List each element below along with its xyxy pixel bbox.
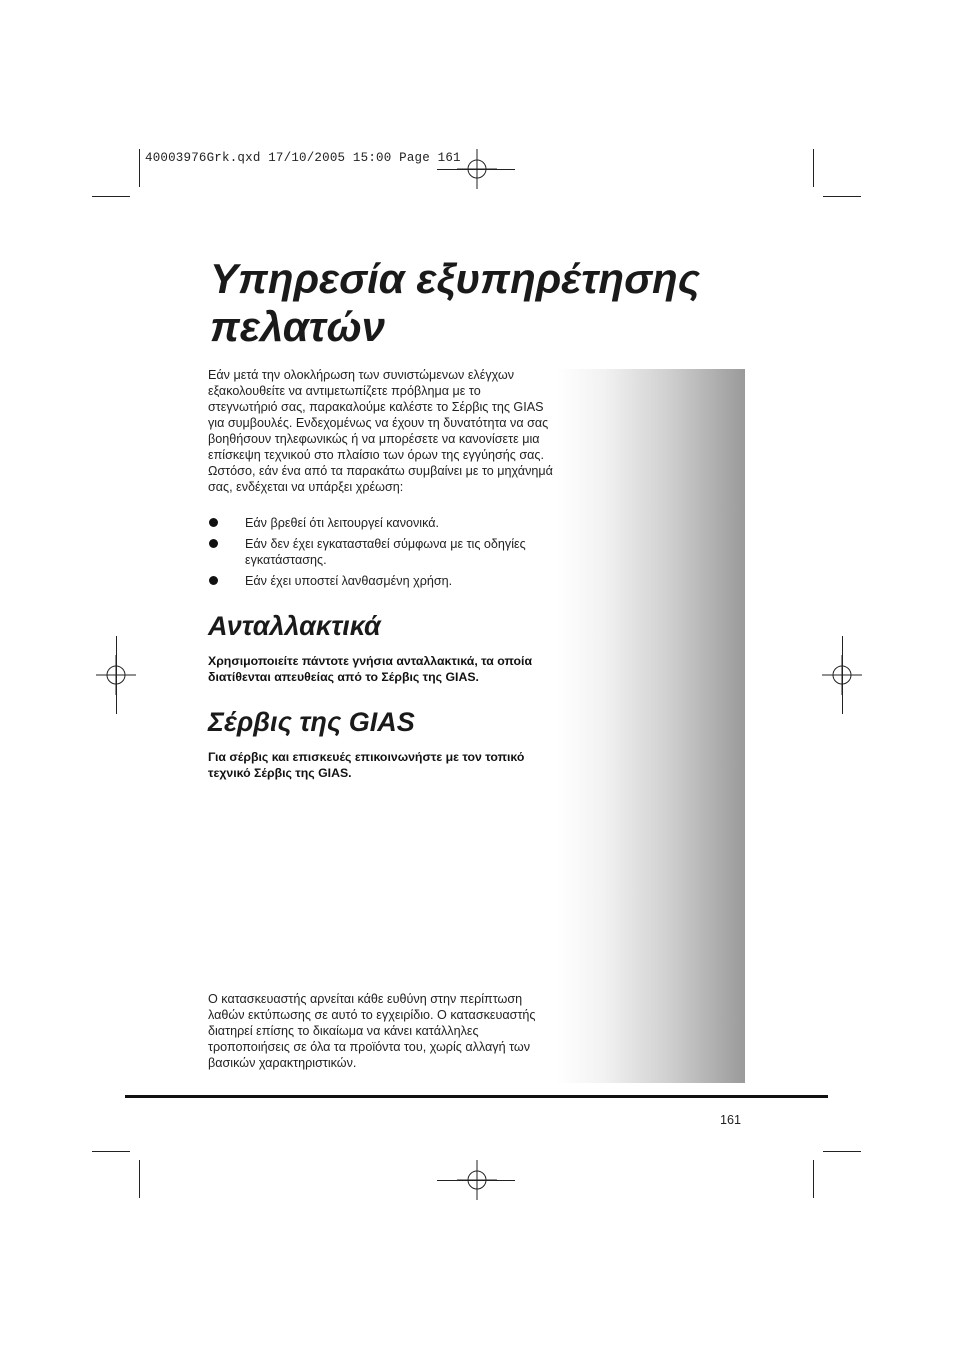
crop-mark [116,636,117,714]
list-item: Εάν δεν έχει εγκατασταθεί σύμφωνα με τις οδηγίες εγκατάστασης. [208,536,553,568]
crop-mark [437,1180,515,1181]
service-heading: Σέρβις της GIAS [208,707,415,737]
crop-mark [139,149,140,187]
footer-rule [125,1095,828,1098]
bullet-list [208,515,553,594]
page-title: Υπηρεσία εξυπηρέτησης πελατών [210,255,700,350]
crop-mark [437,169,515,170]
crop-mark [139,1160,140,1198]
bullet-icon [209,576,218,585]
crop-mark [823,1151,861,1152]
crop-mark [92,196,130,197]
list-item: Εάν βρεθεί ότι λειτουργεί κανονικά. [208,515,553,531]
intro-paragraph: Εάν μετά την ολοκλήρωση των συνιστώμενων ελέγχων εξακολουθείτε να αντιμετωπίζετε πρόβλημα με το στεγνωτήριό σας, παρακαλούμε καλέστε το Σέρβις της GIAS για συμβουλές. Ενδεχομένως να έχουν τη δυνατότητα να σας βοηθήσουν τηλεφωνικώς ή να μπορέσετε να κανονίσετε μια επίσκεψη τεχνικού στο πλαίσιο των όρων της εγγύησής σας. Ωστόσο, εάν ένα από τα παρακάτω συμβαίνει με το μηχάνημά σας, ενδέχεται να υπάρξει χρέωση: [208,368,553,494]
side-gradient-panel [557,369,745,1083]
list-item: Εάν έχει υποστεί λανθασμένη χρήση. [208,573,553,589]
bullet-icon [209,518,218,527]
disclaimer-paragraph: Ο κατασκευαστής αρνείται κάθε ευθύνη στην περίπτωση λαθών εκτύπωσης σε αυτό το εγχειρίδιο. Ο κατασκευαστής διατηρεί επίσης το δικαίωμα να κάνει κατάλληλες τροποποιήσεις σε όλα τα προϊόντα του, χωρίς αλλαγή των βασικών χαρακτηριστικών. [208,992,536,1070]
service-text: Για σέρβις και επισκευές επικοινωνήστε με τον τοπικό τεχνικό Σέρβις της GIAS. [208,750,525,780]
crop-mark [813,1160,814,1198]
crop-mark [842,636,843,714]
bullet-icon [209,539,218,548]
parts-text: Χρησιμοποιείτε πάντοτε γνήσια ανταλλακτικά, τα οποία διατίθενται απευθείας από το Σέρβις της GIAS. [208,654,532,684]
page-number: 161 [720,1113,742,1127]
printer-slug: 40003976Grk.qxd 17/10/2005 15:00 Page 161 [145,151,461,165]
parts-heading: Ανταλλακτικά [208,611,381,641]
crop-mark [813,149,814,187]
crop-mark [823,196,861,197]
crop-mark [92,1151,130,1152]
